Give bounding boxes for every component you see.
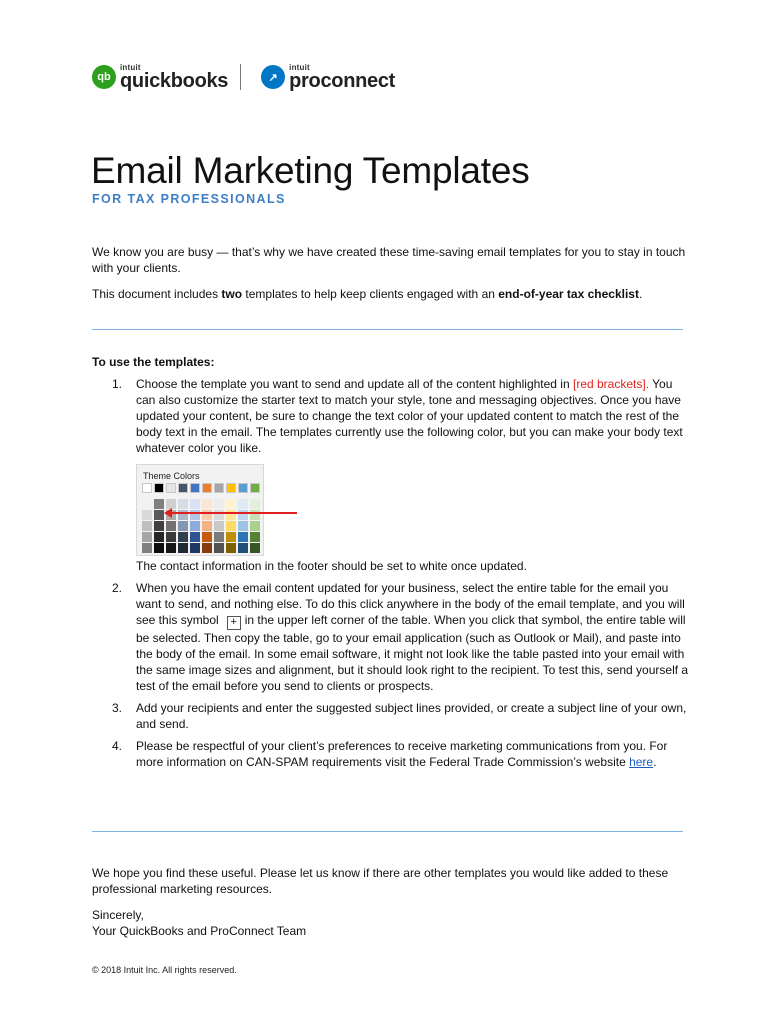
list-item: 4. Please be respectful of your client’s preferences to receive marketing communications from you. For more information on CAN-SPAM requirements visit the Federal Trade Commission’s website here. xyxy=(112,739,668,769)
instructions-list xyxy=(92,376,692,776)
color-swatch[interactable] xyxy=(190,483,200,493)
color-swatch[interactable] xyxy=(178,532,188,542)
list-item: 1. Choose the template you want to send and update all of the content highlighted in [red brackets]. You can also customize the starter text to match your style, tone and messaging objectives. Once you have updated your content, be sure to change the text color of your updated content to match the rest of the body text in the email. The templates currently use the following color, but you can make your body text whatever color you like. Theme Colors The contact information in the footer should be set to white once updated. xyxy=(92,376,692,574)
color-swatch[interactable] xyxy=(154,521,164,531)
color-swatch[interactable] xyxy=(142,532,152,542)
intro-paragraph-1: We know you are busy — that’s why we have created these time-saving email templates for you to stay in touch with your clients. xyxy=(92,245,686,275)
color-swatch[interactable] xyxy=(178,483,188,493)
divider-bottom xyxy=(92,831,683,832)
color-swatch[interactable] xyxy=(226,532,236,542)
color-swatch[interactable] xyxy=(214,521,224,531)
quickbooks-logo xyxy=(92,64,228,91)
color-swatch[interactable] xyxy=(250,483,260,493)
color-swatch[interactable] xyxy=(214,483,224,493)
theme-colors-palette-figure xyxy=(136,464,692,556)
palette-top-row xyxy=(142,483,262,493)
color-swatch[interactable] xyxy=(202,499,212,509)
red-brackets-text: [red brackets]. xyxy=(572,377,650,391)
color-swatch[interactable] xyxy=(190,521,200,531)
quickbooks-logo-name: quickbooks xyxy=(120,69,229,92)
intro-paragraph-2: This document includes two templates to help keep clients engaged with an end-of-year tax checklist. xyxy=(92,287,643,301)
color-swatch[interactable] xyxy=(154,532,164,542)
proconnect-logo-small: intuit xyxy=(289,62,310,72)
intro-bold-two: two xyxy=(221,287,243,301)
color-swatch[interactable] xyxy=(190,499,200,509)
color-swatch[interactable] xyxy=(226,521,236,531)
proconnect-badge-icon: ↗ xyxy=(261,65,285,89)
palette-shade-row xyxy=(142,543,262,553)
palette-shade-row xyxy=(142,521,262,531)
color-swatch[interactable] xyxy=(190,543,200,553)
color-swatch[interactable] xyxy=(250,499,260,509)
page-subtitle: FOR TAX PROFESSIONALS xyxy=(92,192,286,206)
color-swatch[interactable] xyxy=(202,483,212,493)
closing-paragraph: We hope you find these useful. Please let us know if there are other templates you would like added to these professional marketing resources. xyxy=(92,866,669,896)
color-swatch[interactable] xyxy=(166,521,176,531)
color-swatch[interactable] xyxy=(154,543,164,553)
color-swatch[interactable] xyxy=(214,499,224,509)
logo-divider xyxy=(240,64,241,90)
sign-off: Sincerely, xyxy=(92,908,144,922)
color-swatch[interactable] xyxy=(214,543,224,553)
color-swatch[interactable] xyxy=(202,521,212,531)
color-swatch[interactable] xyxy=(250,532,260,542)
divider-top xyxy=(92,329,683,330)
color-swatch[interactable] xyxy=(214,532,224,542)
color-swatch[interactable] xyxy=(238,543,248,553)
color-swatch[interactable] xyxy=(226,499,236,509)
color-swatch[interactable] xyxy=(166,483,176,493)
color-swatch[interactable] xyxy=(178,499,188,509)
palette-shade-row xyxy=(142,499,262,509)
color-swatch[interactable] xyxy=(250,543,260,553)
quickbooks-badge-icon: qb xyxy=(92,65,116,89)
color-swatch[interactable] xyxy=(238,483,248,493)
instructions-heading: To use the templates: xyxy=(92,355,215,369)
copyright-text: © 2018 Intuit Inc. All rights reserved. xyxy=(92,965,237,975)
color-swatch[interactable] xyxy=(166,532,176,542)
color-swatch[interactable] xyxy=(238,532,248,542)
proconnect-logo-name: proconnect xyxy=(289,69,396,92)
footer-contact-note: The contact information in the footer should be set to white once updated. xyxy=(136,559,527,573)
table-move-handle-icon: + xyxy=(227,616,241,630)
ftc-website-link[interactable]: here xyxy=(629,755,654,769)
sign-off-team: Your QuickBooks and ProConnect Team xyxy=(92,924,307,938)
color-swatch[interactable] xyxy=(226,483,236,493)
color-swatch[interactable] xyxy=(238,521,248,531)
color-swatch[interactable] xyxy=(238,499,248,509)
color-swatch[interactable] xyxy=(226,543,236,553)
color-swatch[interactable] xyxy=(190,532,200,542)
color-swatch[interactable] xyxy=(142,499,152,509)
theme-colors-palette xyxy=(136,464,264,556)
color-swatch[interactable] xyxy=(142,543,152,553)
color-swatch[interactable] xyxy=(250,521,260,531)
palette-title: Theme Colors xyxy=(143,471,200,481)
color-swatch[interactable] xyxy=(154,499,164,509)
color-swatch[interactable] xyxy=(142,521,152,531)
color-swatch[interactable] xyxy=(142,483,152,493)
page-title: Email Marketing Templates xyxy=(91,150,530,191)
color-swatch[interactable] xyxy=(178,543,188,553)
color-swatch[interactable] xyxy=(178,521,188,531)
list-item: 2. When you have the email content updated for your business, select the entire table for the email you want to send, and nothing else. To do this click anywhere in the body of the email template, and you will see this symbol + in the upper left corner of the table. When you click that symbol, the entire table will be selected. Then copy the table, go to your email application (such as Outlook or Mail), and paste into the body of the email. In some email software, it might not look like the table pasted into your email with the same image sizes and alignment, but it should look right to the recipient. To test this, send yourself a test of the email before you send to clients or prospects. xyxy=(112,581,689,693)
quickbooks-logo-small: intuit xyxy=(120,62,141,72)
logo-bar xyxy=(92,62,395,92)
color-swatch[interactable] xyxy=(202,543,212,553)
list-item: 3. Add your recipients and enter the suggested subject lines provided, or create a subject line of your own, and send. xyxy=(112,701,687,731)
red-arrow-icon xyxy=(169,512,297,514)
color-swatch[interactable] xyxy=(154,483,164,493)
color-swatch[interactable] xyxy=(166,543,176,553)
proconnect-logo xyxy=(261,64,395,91)
color-swatch[interactable] xyxy=(142,510,152,520)
color-swatch[interactable] xyxy=(202,532,212,542)
intro-bold-checklist: end-of-year tax checklist xyxy=(498,287,639,301)
palette-shade-row xyxy=(142,532,262,542)
color-swatch[interactable] xyxy=(154,510,164,520)
